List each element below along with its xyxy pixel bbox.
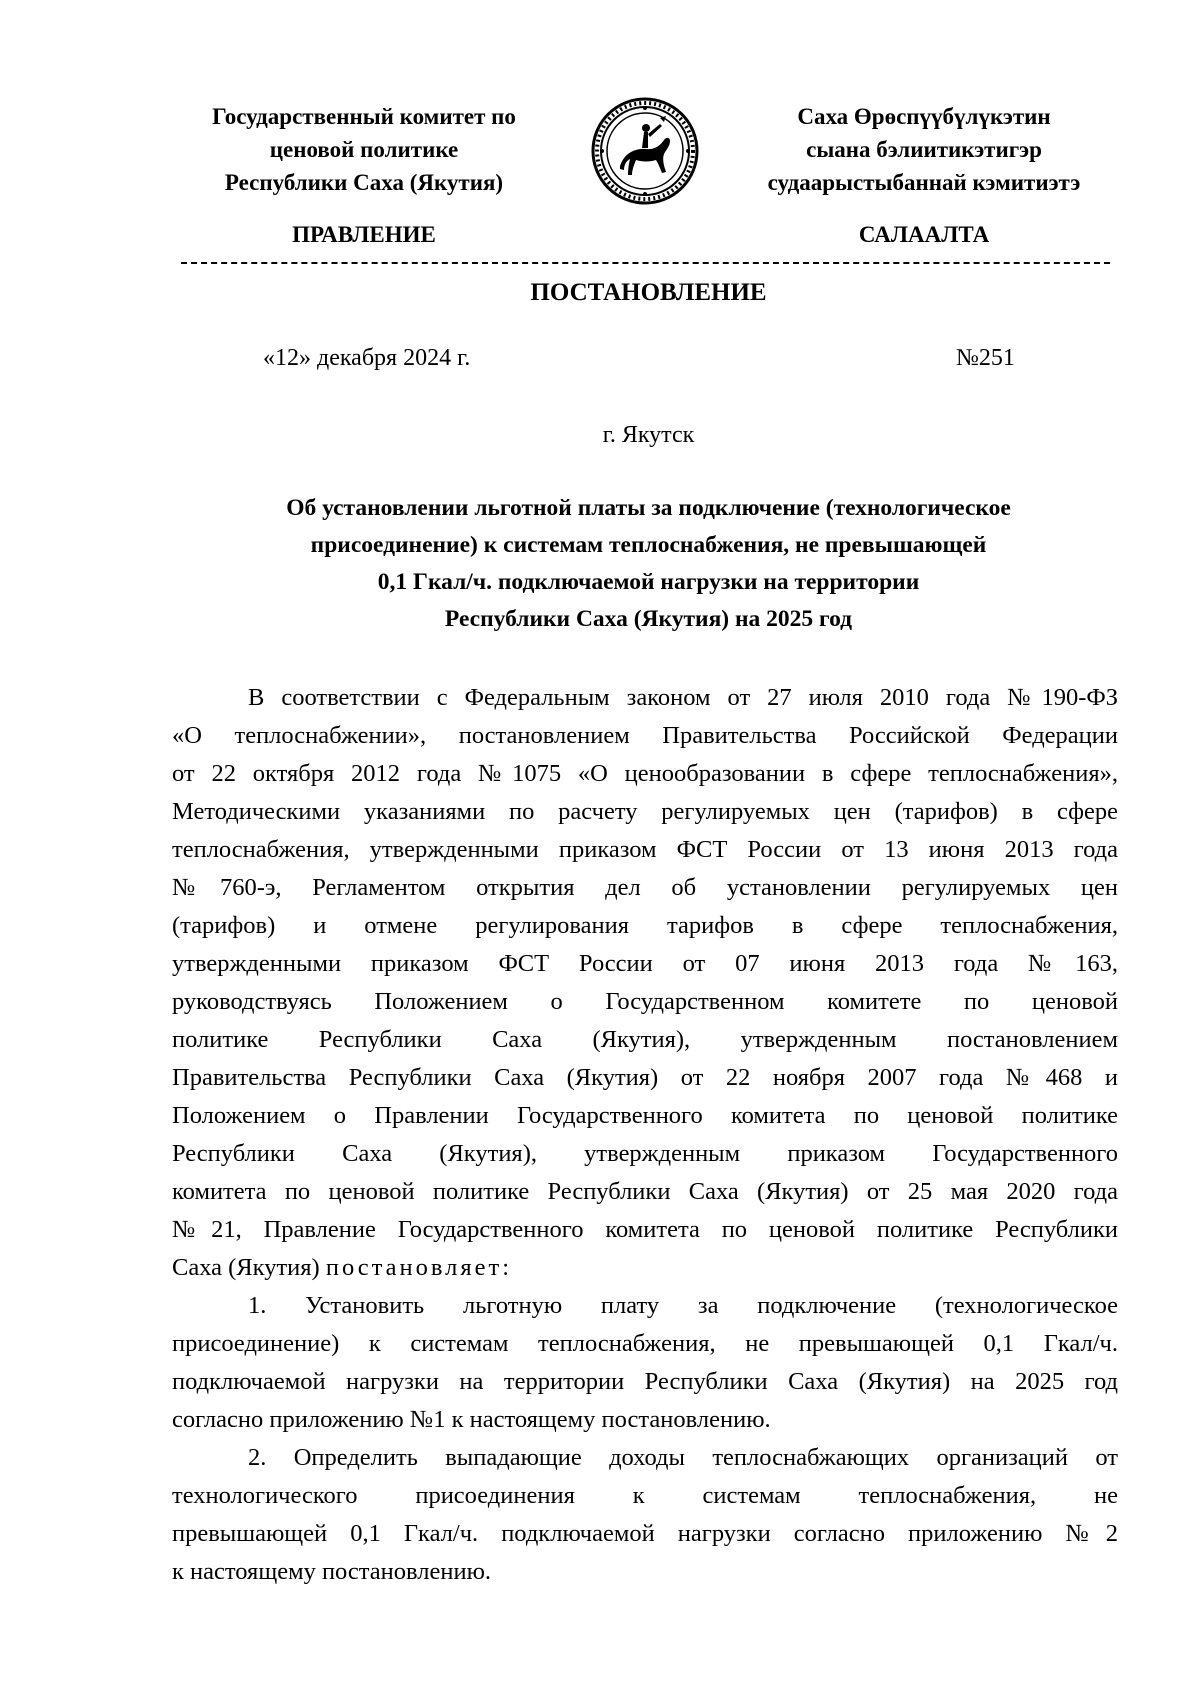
document-body [172, 679, 1118, 1591]
body-line: присоединение) к системам теплоснабжения, не превышающей 0,1 Гкал/ч. [172, 1330, 1118, 1357]
document-number: №251 [956, 345, 1015, 371]
body-line: Правительства Республики Саха (Якутия) от 22 ноября 2007 года №468 и [172, 1064, 1118, 1091]
body-line: подключаемой нагрузки на территории Республики Саха (Якутия) на 2025 год [172, 1368, 1118, 1395]
preamble-paragraph [172, 679, 1118, 1287]
body-line: согласно приложению №1 к настоящему постановлению. [172, 1406, 771, 1433]
body-line: технологического присоединения к системам теплоснабжения, не [172, 1482, 1118, 1509]
document-date: «12» декабря 2024 г. [263, 345, 471, 371]
issuer-line: Саха Өрөспүүбүлүкэтин [797, 104, 1051, 129]
body-line: от 22 октября 2012 года №1075 «О ценообразовании в сфере теплоснабжения», [172, 760, 1118, 787]
body-line: Положением о Правлении Государственного комитета по ценовой политике [172, 1102, 1118, 1129]
body-line: 1. Установить льготную плату за подключение (технологическое [248, 1292, 1118, 1319]
title-line: Об установлении льготной платы за подключение (технологическое [286, 495, 1011, 521]
issuer-name-russian [168, 100, 560, 199]
item-1-paragraph [172, 1287, 1118, 1439]
issuer-line: сыана бэлиитикэтигэр [806, 137, 1042, 162]
preamble-last-text: Саха (Якутия) [172, 1254, 326, 1281]
body-line: «О теплоснабжении», постановлением Правительства Российской Федерации [172, 722, 1118, 749]
document-type: ПОСТАНОВЛЕНИЕ [530, 279, 767, 306]
document-place: г. Якутск [602, 422, 695, 448]
title-line: 0,1 Гкал/ч. подключаемой нагрузки на территории [377, 569, 920, 595]
board-label-russian: ПРАВЛЕНИЕ [292, 222, 436, 247]
body-line: руководствуясь Положением о Государственном комитете по ценовой [172, 988, 1118, 1015]
issuer-line: Государственный комитет по [212, 104, 516, 129]
body-line: превышающей 0,1 Гкал/ч. подключаемой нагрузки согласно приложению №2 [172, 1520, 1118, 1547]
resolves-word: постановляет: [325, 1254, 513, 1281]
item-2-paragraph [172, 1439, 1118, 1591]
body-line: теплоснабжения, утвержденными приказом ФСТ России от 13 июня 2013 года [172, 836, 1118, 863]
board-label-yakut: САЛААЛТА [858, 222, 990, 247]
header-divider [181, 262, 1110, 264]
body-line: №21, Правление Государственного комитета по ценовой политике Республики [172, 1216, 1118, 1243]
body-line: 2. Определить выпадающие доходы теплоснабжающих организаций от [248, 1444, 1118, 1471]
issuer-line: Республики Саха (Якутия) [224, 170, 504, 195]
body-line: (тарифов) и отмене регулирования тарифов в сфере теплоснабжения, [172, 912, 1118, 939]
body-line: №760-э, Регламентом открытия дел об установлении регулируемых цен [172, 874, 1118, 901]
issuer-line: судаарыстыбаннай кэмитиэтэ [767, 170, 1081, 195]
title-line: Республики Саха (Якутия) на 2025 год [444, 606, 853, 632]
body-line: политике Республики Саха (Якутия), утвержденным постановлением [172, 1026, 1118, 1053]
body-line [172, 1249, 1118, 1287]
title-line: присоединение) к системам теплоснабжения, не превышающей [310, 532, 987, 558]
coat-of-arms-emblem [590, 96, 700, 206]
document-title [200, 490, 1097, 638]
body-line: В соответствии с Федеральным законом от 27 июля 2010 года №190-ФЗ [248, 684, 1118, 711]
body-line: Методическими указаниями по расчету регулируемых цен (тарифов) в сфере [172, 798, 1118, 825]
body-line: к настоящему постановлению. [172, 1558, 492, 1585]
body-line: утвержденными приказом ФСТ России от 07 июня 2013 года №163, [172, 950, 1118, 977]
issuer-name-yakut [724, 100, 1124, 199]
body-line: Республики Саха (Якутия), утвержденным приказом Государственного [172, 1140, 1118, 1167]
body-line: комитета по ценовой политике Республики Саха (Якутия) от 25 мая 2020 года [172, 1178, 1118, 1205]
issuer-line: ценовой политике [269, 137, 459, 162]
